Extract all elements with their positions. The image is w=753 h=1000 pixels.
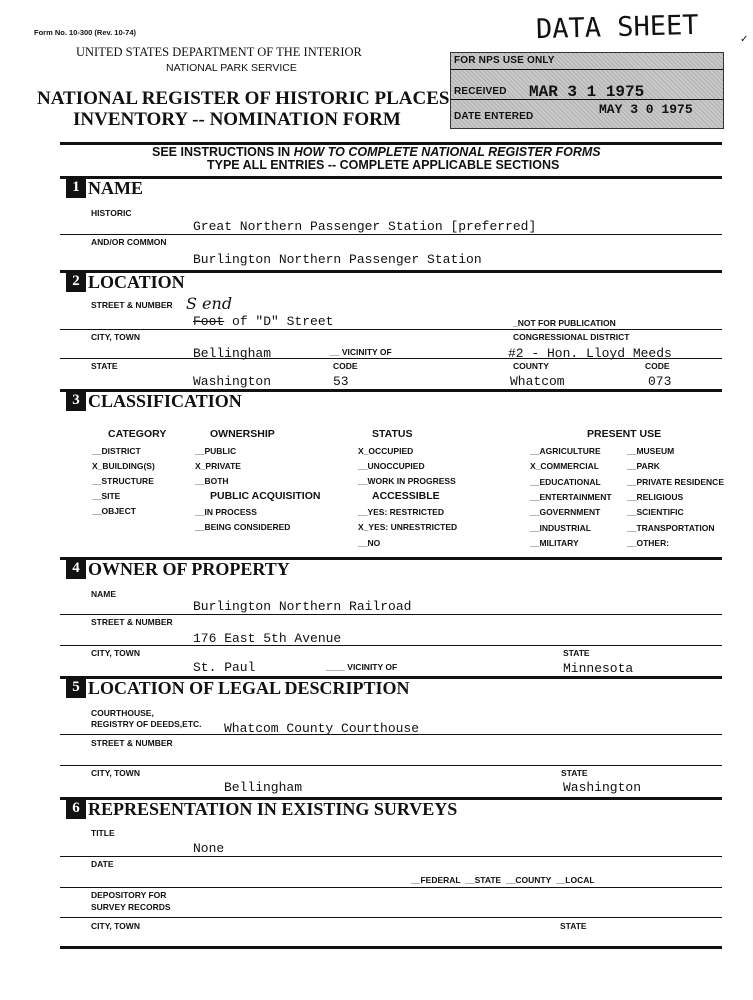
nps-use-box	[450, 52, 724, 129]
use-military: __MILITARY	[530, 538, 579, 548]
legal-state-label: STATE	[561, 768, 588, 778]
handwritten-annotation: S end	[186, 294, 233, 313]
county-code: 073	[648, 374, 672, 389]
form-title-2: INVENTORY -- NOMINATION FORM	[73, 109, 401, 130]
legal-city-label: CITY, TOWN	[91, 768, 140, 778]
courthouse-label-2: REGISTRY OF DEEDS,ETC.	[91, 719, 202, 729]
code-label: CODE	[333, 361, 358, 371]
owner-state-label: STATE	[563, 648, 590, 658]
survey-date-label: DATE	[91, 859, 114, 869]
survey-title-label: TITLE	[91, 828, 115, 838]
acquisition-considered: __BEING CONSIDERED	[195, 522, 291, 532]
use-government: __GOVERNMENT	[530, 507, 601, 517]
vicinity-label: __ VICINITY OF	[330, 347, 392, 357]
survey-levels: __FEDERAL __STATE __COUNTY __LOCAL	[411, 875, 595, 885]
category-heading: CATEGORY	[108, 428, 167, 440]
use-private-residence: __PRIVATE RESIDENCE	[627, 477, 724, 487]
street-address: Foot of "D" Street	[193, 314, 334, 329]
category-structure: __STRUCTURE	[92, 476, 154, 486]
state-code: 53	[333, 374, 349, 389]
category-object: __OBJECT	[92, 506, 136, 516]
owner-name-label: NAME	[91, 589, 117, 599]
state: Washington	[193, 374, 272, 389]
status-occupied: X_OCCUPIED	[358, 446, 414, 456]
common-label: AND/OR COMMON	[91, 237, 167, 247]
owner-state: Minnesota	[563, 661, 634, 676]
acquisition-in-process: __IN PROCESS	[195, 507, 257, 517]
courthouse: Whatcom County Courthouse	[224, 721, 420, 736]
use-religious: __RELIGIOUS	[627, 492, 684, 502]
access-restricted: __YES: RESTRICTED	[358, 507, 444, 517]
status-work-in-progress: __WORK IN PROGRESS	[358, 476, 456, 486]
form-number: Form No. 10-300 (Rev. 10-74)	[34, 28, 136, 37]
use-agriculture: __AGRICULTURE	[530, 446, 601, 456]
use-educational: __EDUCATIONAL	[530, 477, 601, 487]
ownership-private: X_PRIVATE	[195, 461, 241, 471]
historic-label: HISTORIC	[91, 208, 132, 218]
ownership-public: __PUBLIC	[195, 446, 237, 456]
present-use-heading: PRESENT USE	[587, 428, 662, 440]
historic-name: Great Northern Passenger Station [preferred]	[193, 219, 537, 234]
use-scientific: __SCIENTIFIC	[627, 507, 684, 517]
use-commercial: X_COMMERCIAL	[530, 461, 599, 471]
category-district: __DISTRICT	[92, 446, 141, 456]
section-1-heading: 1 NAME	[66, 177, 143, 199]
acquisition-heading: PUBLIC ACQUISITION	[210, 490, 321, 502]
category-buildings: X_BUILDING(S)	[92, 461, 155, 471]
legal-city: Bellingham	[224, 780, 303, 795]
county-code-label: CODE	[645, 361, 670, 371]
entered-date: MAY 3 0 1975	[599, 102, 693, 117]
section-2-heading: 2 LOCATION	[66, 271, 185, 293]
use-museum: __MUSEUM	[627, 446, 675, 456]
nps-box-title: FOR NPS USE ONLY	[454, 55, 555, 66]
access-no: __NO	[358, 538, 381, 548]
data-sheet-stamp: DATA SHEET	[535, 9, 699, 46]
owner-vicinity: ____ VICINITY OF	[326, 662, 398, 672]
section-3-heading: 3 CLASSIFICATION	[66, 390, 242, 412]
department: UNITED STATES DEPARTMENT OF THE INTERIOR	[76, 45, 362, 59]
received-label: RECEIVED	[454, 86, 507, 97]
depository-label-2: SURVEY RECORDS	[91, 902, 171, 912]
county-label: COUNTY	[513, 361, 549, 371]
corner-mark: ✓	[740, 34, 749, 45]
instructions-line-2: TYPE ALL ENTRIES -- COMPLETE APPLICABLE SECTIONS	[207, 158, 560, 172]
owner-name: Burlington Northern Railroad	[193, 599, 412, 614]
survey-state-label: STATE	[560, 921, 587, 931]
city-label: CITY, TOWN	[91, 332, 140, 342]
instructions-line-1: SEE INSTRUCTIONS IN HOW TO COMPLETE NATIONAL REGISTER FORMS	[152, 145, 601, 159]
date-entered-label: DATE ENTERED	[454, 111, 534, 122]
received-date: MAR 3 1 1975	[529, 83, 645, 101]
status-unoccupied: __UNOCCUPIED	[358, 461, 425, 471]
accessible-heading: ACCESSIBLE	[372, 490, 440, 502]
section-4-heading: 4 OWNER OF PROPERTY	[66, 558, 290, 580]
legal-street-label: STREET & NUMBER	[91, 738, 173, 748]
city: Bellingham	[193, 346, 272, 361]
state-label: STATE	[91, 361, 118, 371]
owner-city-label: CITY, TOWN	[91, 648, 140, 658]
use-entertainment: __ENTERTAINMENT	[530, 492, 612, 502]
owner-street: 176 East 5th Avenue	[193, 631, 342, 646]
use-transportation: __TRANSPORTATION	[627, 523, 715, 533]
section-6-heading: 6 REPRESENTATION IN EXISTING SURVEYS	[66, 798, 457, 820]
owner-street-label: STREET & NUMBER	[91, 617, 173, 627]
category-site: __SITE	[92, 491, 121, 501]
county: Whatcom	[510, 374, 565, 389]
common-name: Burlington Northern Passenger Station	[193, 252, 482, 267]
owner-city: St. Paul	[193, 660, 256, 675]
street-label: STREET & NUMBER	[91, 300, 173, 310]
congressional-district: #2 - Hon. Lloyd Meeds	[508, 346, 672, 361]
use-other: __OTHER:	[627, 538, 670, 548]
access-unrestricted: X_YES: UNRESTRICTED	[358, 522, 458, 532]
use-park: __PARK	[627, 461, 660, 471]
depository-label-1: DEPOSITORY FOR	[91, 890, 167, 900]
section-5-heading: 5 LOCATION OF LEGAL DESCRIPTION	[66, 677, 410, 699]
ownership-heading: OWNERSHIP	[210, 428, 275, 440]
courthouse-label-1: COURTHOUSE,	[91, 708, 154, 718]
service: NATIONAL PARK SERVICE	[166, 62, 297, 74]
use-industrial: __INDUSTRIAL	[530, 523, 591, 533]
not-for-publication: _NOT FOR PUBLICATION	[513, 318, 616, 328]
ownership-both: __BOTH	[195, 476, 229, 486]
legal-state: Washington	[563, 780, 642, 795]
status-heading: STATUS	[372, 428, 413, 440]
survey-title: None	[193, 841, 225, 856]
form-title-1: NATIONAL REGISTER OF HISTORIC PLACES	[37, 88, 450, 109]
congressional-label: CONGRESSIONAL DISTRICT	[513, 332, 630, 342]
survey-city-label: CITY, TOWN	[91, 921, 140, 931]
